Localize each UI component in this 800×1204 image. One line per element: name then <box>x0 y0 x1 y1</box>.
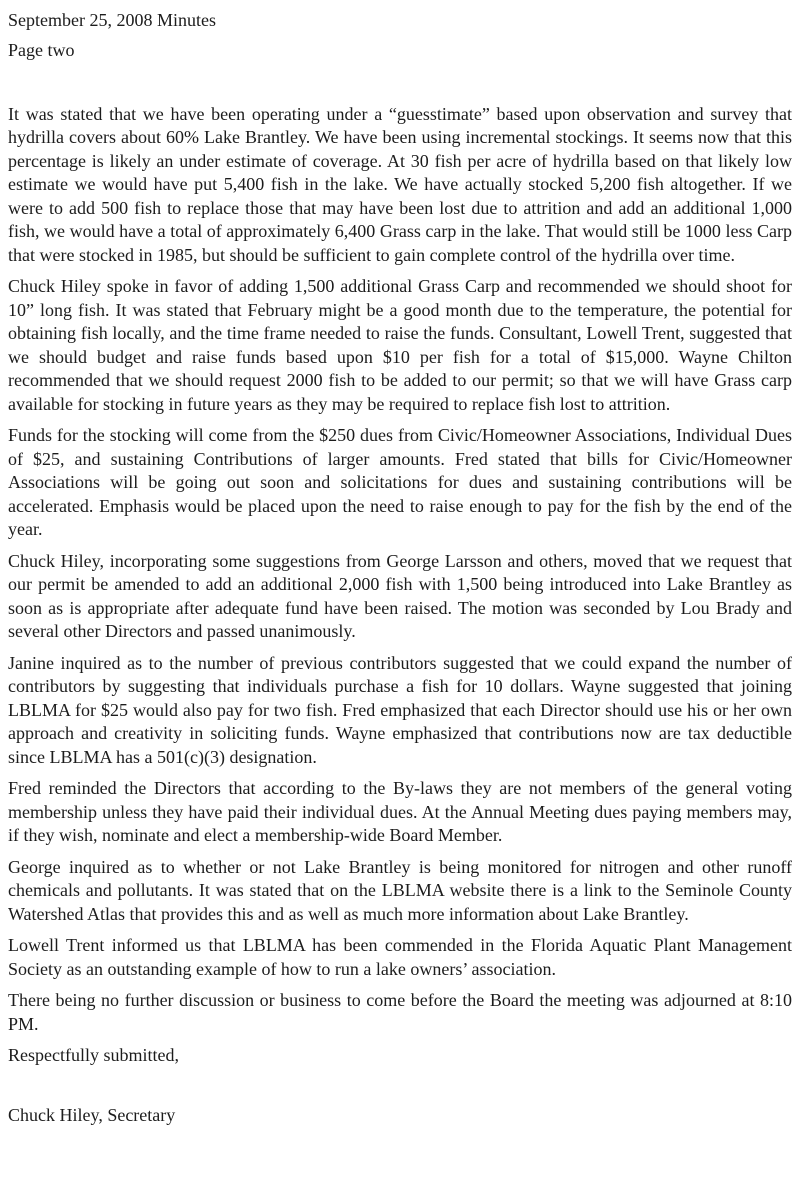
paragraph-stocking-estimate: It was stated that we have been operating under a “guesstimate” based upon observation and survey that hydrilla covers about 60% Lake Brantley. We have been using incremental stockings. It seems now that this percentage is likely an under estimate of coverage. At 30 fish per acre of hydrilla based on that likely low estimate we would have put 5,400 fish in the lake. We have actually stocked 5,200 fish altogether. If we were to add 500 fish to replace those that may have been lost due to attrition and add an additional 1,000 fish, we would have a total of approximately 6,400 Grass carp in the lake. That would still be 1000 less Carp that were stocked in 1985, but should be sufficient to gain complete control of the hydrilla over time. <box>8 103 792 265</box>
paragraph-grass-carp-proposal: Chuck Hiley spoke in favor of adding 1,500 additional Grass Carp and recommended we should shoot for 10” long fish. It was stated that February might be a good month due to the temperature, the potential for obtaining fish locally, and the time frame needed to raise the funds. Consultant, Lowell Trent, suggested that we should budget and raise funds based upon $10 per fish for a total of $15,000. Wayne Chilton recommended that we should request 2000 fish to be added to our permit; so that we will have Grass carp available for stocking in future years as they may be required to replace fish lost to attrition. <box>8 276 792 414</box>
paragraph-funding-sources: Funds for the stocking will come from the $250 dues from Civic/Homeowner Associations, Individual Dues of $25, and sustaining Contributions of larger amounts. Fred stated that bills for Civic/Homeowner Associations will be going out soon and solicitations for dues and sustaining contributions will be accelerated. Emphasis would be placed upon the need to raise enough to pay for the fish by the end of the year. <box>8 425 792 539</box>
doc-header <box>8 9 792 63</box>
closing-line: Respectfully submitted, <box>8 1045 179 1065</box>
paragraph-bylaws-membership: Fred reminded the Directors that according to the By-laws they are not members of the general voting membership unless they have paid their individual dues. At the Annual Meeting dues paying members may, if they wish, nominate and elect a membership-wide Board Member. <box>8 778 792 845</box>
signature-line: Chuck Hiley, Secretary <box>8 1104 176 1125</box>
doc-page-label: Page two <box>8 40 75 60</box>
paragraph-commendation: Lowell Trent informed us that LBLMA has been commended in the Florida Aquatic Plant Management Society as an outstanding example of how to run a lake owners’ association. <box>8 935 792 979</box>
paragraph-contributors-expansion: Janine inquired as to the number of previous contributors suggested that we could expand the number of contributors by suggesting that individuals purchase a fish for 10 dollars. Wayne suggested that joining LBLMA for $25 would also pay for two fish. Fred emphasized that each Director should use his or her own approach and creativity in soliciting funds. Wayne emphasized that contributions now are tax deductible since LBLMA has a 501(c)(3) designation. <box>8 652 792 767</box>
paragraph-adjournment: There being no further discussion or business to come before the Board the meeting was adjourned at 8:10 PM. <box>8 990 792 1034</box>
paragraph-permit-motion: Chuck Hiley, incorporating some suggestions from George Larsson and others, moved that we request that our permit be amended to add an additional 2,000 fish with 1,500 being introduced into Lake Brantley as soon as is appropriate after adequate fund have been raised. The motion was seconded by Lou Brady and several other Directors and passed unanimously. <box>8 550 792 641</box>
paragraph-water-monitoring: George inquired as to whether or not Lake Brantley is being monitored for nitrogen and other runoff chemicals and pollutants. It was stated that on the LBLMA website there is a link to the Seminole County Watershed Atlas that provides this and as well as much more information about Lake Brantley. <box>8 856 792 924</box>
doc-date-title: September 25, 2008 Minutes <box>8 10 216 30</box>
